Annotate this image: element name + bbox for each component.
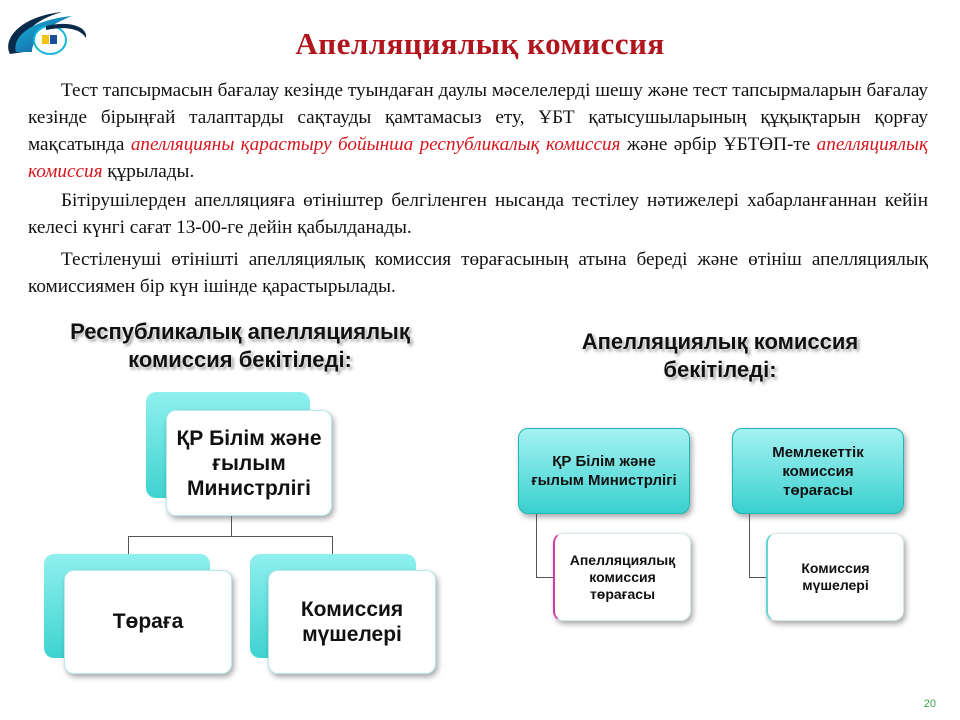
connector-line	[749, 514, 750, 578]
connector-line	[332, 536, 333, 554]
left-child-2-node: Комиссия мүшелері	[268, 570, 436, 674]
paragraph-2: Бітірушілерден апелляцияға өтініштер белгіленген нысанда тестілеу нәтижелері хабарланғаннан кейін келесі күнгі сағат 13-00-ге дейін қабылданады.	[28, 190, 928, 238]
page-number: 20	[923, 698, 936, 710]
right-col2-child-node: Комиссия мүшелері	[766, 533, 904, 621]
connector-line	[231, 516, 232, 536]
connector-line	[536, 514, 537, 578]
connector-line	[128, 536, 129, 554]
highlight-appeal-commission: апелляциялық комиссия	[28, 134, 928, 182]
page-title: Апелляциялық комиссия	[295, 26, 665, 61]
connector-line	[749, 577, 766, 578]
right-col2-top-node: Мемлекеттік комиссия төрағасы	[732, 428, 904, 514]
connector-line	[128, 536, 333, 537]
right-col1-child-node: Апелляциялық комиссия төрағасы	[553, 533, 691, 621]
left-top-node: ҚР Білім және ғылым Министрлігі	[166, 410, 332, 516]
paragraph-1: Тест тапсырмасын бағалау кезінде туындаған даулы мәселелерді шешу және тест тапсырмаларын бағалау кезінде бірыңғай талаптарды сақтауды қамтамасыз ету, ҰБТ қатысушыларының құқықтарын қорғау мақсатында апелляцияны қарастыру бойынша республикалық комиссия және әрбір ҰБТӨП-те апелляциялық комиссия құрылады.	[28, 80, 928, 182]
right-col1-top-node: ҚР Білім және ғылым Министрлігі	[518, 428, 690, 514]
left-diagram-heading: Республикалық апелляциялық комиссия бекітіледі:	[70, 319, 410, 372]
paragraph-3: Тестіленуші өтінішті апелляциялық комиссия төрағасының атына береді және өтініш апелляциялық комиссиямен бір күн ішінде қарастырылады.	[28, 249, 928, 297]
connector-line	[536, 577, 553, 578]
left-child-1-node: Төраға	[64, 570, 232, 674]
highlight-republic-commission: апелляцияны қарастыру бойынша республикалық комиссия	[130, 134, 621, 155]
right-diagram-heading: Апелляциялық комиссия бекітіледі:	[581, 329, 859, 382]
